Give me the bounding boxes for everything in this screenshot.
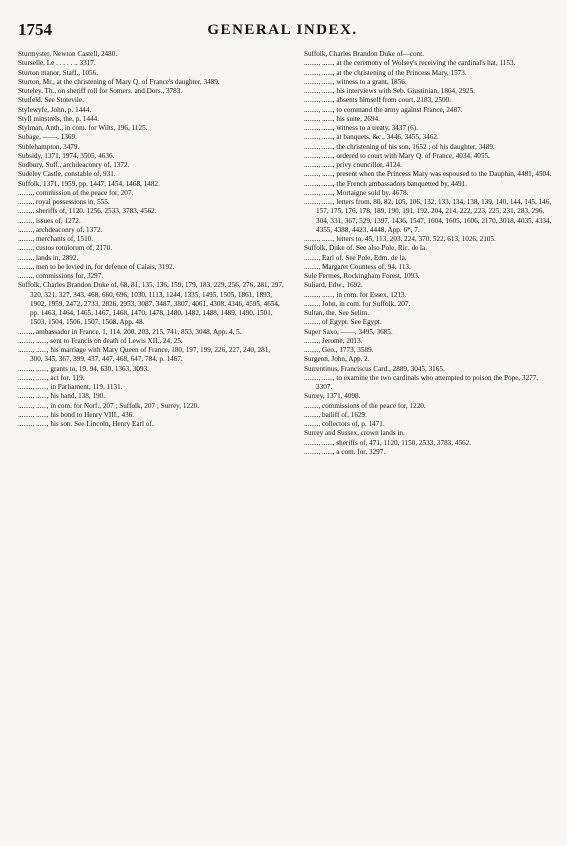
index-entry: ........, Geo., 1773, 3589. <box>304 346 374 354</box>
index-entry: ........, Earl of. See Pole, Edm. de la. <box>304 253 407 262</box>
index-entry: ........, ......, to command the army against France, 2487. <box>304 105 463 114</box>
index-entry: ........, bailiff of, 1629. <box>304 410 367 419</box>
index-entry: Subage, ——, 1369. <box>18 133 77 142</box>
page-number: 1754 <box>18 20 52 39</box>
index-entry: Surrentinus, Franciscus Card., 2889, 3045, 3165. <box>304 364 445 373</box>
index-entry: ........, ......, the christening of his son, 1652 ; of his daughter, 3489. <box>304 142 495 151</box>
index-entry: ........, Jerome, 2013. <box>304 336 363 345</box>
index-entry: ........, ......, ordered to court with Mary Q. of France, 4034, 4055. <box>304 151 490 160</box>
index-entry: ........, commissions for, 3297. <box>18 272 104 280</box>
index-entry: Suffolk, Charles Brandon Duke of—cont. <box>304 50 425 58</box>
index-entry: Sultan, the. See Selim. <box>304 309 370 317</box>
index-entry: Stylman, Anth., in com. for Wilts, 196, 1125. <box>18 124 148 132</box>
index-entry: ........, ......, his bond to Henry VIII., 436. <box>18 410 135 419</box>
index-entry: Sudeley Castle, constable of, 931. <box>18 170 116 179</box>
index-entry: Stuteley, Th., on sheriff roll for Somers. and Dors., 3783. <box>18 87 183 95</box>
index-entry: Stylewyfe, John, p. 1444. <box>18 105 92 114</box>
index-entry: Suffolk, Charles Brandon Duke of, 68, 81, 135, 136, 159, 179, 183, 229, 256, 276, 281, 297, 320, 321, 327, 343, 468, 660, 696, 1030, 1113, 1244, 1335, 1495, 1505, 1861, 1893, 1902, 1959, 2472, 2733, 2826, 2953, 3087, 3487, 3807, 4061, 4308, 4346, 4595, 4654, pp. 1463, 1464, 1465, 1467, 1468, 1470, 1478, 1480, 1482, 1488, 1489, 1490, 1501, 1503, 1504, 1506, 1507, 1508, App. 48. <box>18 281 284 327</box>
index-entry: ........, ......, sent to Francis on death of Lewis XII., 24, 25. <box>18 336 183 345</box>
index-entry: ........, custos rotulorum of, 2170. <box>18 244 113 253</box>
index-entry: ........, merchants of, 1510. <box>18 235 94 243</box>
index-entry: Sturmyster, Newton Castell, 2480. <box>18 50 118 58</box>
index-entry: ........, ambassador in France, 1, 114, 200, 203, 215, 741, 853, 3048, App. 4, 5. <box>18 327 242 336</box>
index-entry: ........, ......, at banquets, &c., 3446, 3455, 3462. <box>304 133 439 142</box>
index-entry: ........, ......, act for, 119. <box>18 373 85 382</box>
index-entry: Surgeon, John, App. 2. <box>304 355 370 364</box>
index-entry: Suliard, Edw., 1692. <box>304 281 363 290</box>
index-entry: ........, commission of the peace for, 207. <box>18 188 134 197</box>
index-entry: Super Saxo, ——, 3495, 3685. <box>304 327 393 336</box>
left-index-column <box>18 50 284 429</box>
index-entry: ........, ......, sheriffs of, 471, 1120, 1150, 2533, 3783, 4562. <box>304 438 472 447</box>
index-entry: ........, ......, at the christening of the Princess Mary, 1573. <box>304 68 467 77</box>
index-entry: ........, of Egypt. See Egypt. <box>304 318 382 327</box>
index-entry: Styll minstrels, the, p. 1444. <box>18 114 100 123</box>
index-entry: Suffolk, 1371, 1959, pp. 1447, 1454, 1468, 1482. <box>18 179 160 188</box>
index-entry: Suffolk, Duke of. See also Pole, Ric. de la. <box>304 244 428 253</box>
index-entry: ........, ......, Mortaigne sold by, 4678. <box>304 188 409 197</box>
index-entry: Sturselle, Le . . . . . ., 3317. <box>18 59 96 68</box>
index-entry: ........, ......, his son. See Lincoln, Henry Earl of. <box>18 420 154 428</box>
index-entry: Sublehampton, 3479. <box>18 142 80 151</box>
index-entry: ........, issues of, 1272. <box>18 216 81 225</box>
index-entry: ........, ......, witness to a treaty, 3437 (6). <box>304 124 418 132</box>
index-entry: ........, ......, present when the Princess Mary was espoused to the Dauphin, 4481, 4504. <box>304 170 552 179</box>
index-entry: ........, commissions of the peace for, 1220. <box>304 401 426 410</box>
index-entry: ........, ......, witness to a grant, 1856. <box>304 77 407 86</box>
index-entry: ........, ......, his marriage with Mary Queen of France, 180, 197, 199, 226, 227, 240, 281, 300, 345, 367, 399, 437, 447, 468, 647, 784, p. 1467. <box>18 346 271 364</box>
index-entry: ........, ......, grants to, 19, 94, 630, 1363, 3093. <box>18 364 149 373</box>
index-entry: ........, ......, to examine the two cardinals who attempted to poison the Pope, 3277, 3307. <box>304 373 539 391</box>
index-entry: Surrey and Sussex, crown lands in. <box>304 429 405 438</box>
index-entry: Sule Fermes, Rockingham Forest, 1093. <box>304 272 420 280</box>
index-entry: ........, Margaret Countess of, 94, 113. <box>304 262 411 271</box>
index-entry: ........, sheriffs of, 1120, 1256, 2533, 3783, 4562. <box>18 207 157 216</box>
page-header <box>18 20 547 44</box>
index-entry: ........, ......, letters from, 80, 82, 105, 106, 132, 133, 134, 138, 139, 140, 144, 145, 146, 157, 175, 176, 178, 189, 190, 191, 192, 204, 214, 222, 223, 225, 231, 283, 296, 304, 331, 367, 529, 1397, 1436, 1547, 1604, 1605, 1606, 2170, 3018, 4035, 4334, 4355, 4388, 4423, 4448, App. 6*, 7. <box>304 198 552 234</box>
index-entry: Stutfeld. See Stotevile. <box>18 96 84 105</box>
index-entry: Subsidy, 1371, 1974, 3505, 4636. <box>18 151 115 160</box>
index-entry: ........, ......, his hand, 138, 190. <box>18 392 106 401</box>
index-entry: ........, men to be levied in, for defence of Calais, 3192. <box>18 262 175 271</box>
index-entry: Surrey, 1371, 4098. <box>304 392 361 401</box>
index-entry: ........, collectors of, p. 1471. <box>304 420 385 428</box>
index-entry: ........, ......, a com. for, 3297. <box>304 447 386 456</box>
index-entry: ........, lands in, 2892. <box>18 253 79 262</box>
index-entry: ........, ......, letters to, 45, 113, 203, 224, 370, 522, 613, 1026, 2105. <box>304 235 496 243</box>
index-entry: ........, ......, his interviews with Seb. Giustinian, 1864, 2925. <box>304 87 475 95</box>
index-entry: ........, ......, in com. for Norf., 207 ; Suffolk, 207 ; Surrey, 1220. <box>18 401 200 410</box>
index-entry: ........, archdeaconry of, 1372. <box>18 225 103 234</box>
index-entry: Sudbury, Suff., archdeaconry of, 1372. <box>18 161 130 169</box>
index-entry: ........, ......, the French ambassadors banquetted by, 4491. <box>304 179 468 188</box>
right-index-column <box>304 50 552 457</box>
index-entry: ........, ......, in Parliament, 119, 1131. <box>18 383 123 391</box>
index-entry: ........, ......, in com. for Essex, 1213. <box>304 290 407 299</box>
index-entry: ........, royal possessions in, 555. <box>18 198 110 206</box>
index-entry: Sturton, Mr., at the christening of Mary Q. of France's daughter, 3489. <box>18 77 220 86</box>
index-entry: ........, John, in com. for Suffolk, 207. <box>304 299 411 308</box>
index-entry: ........, ......, privy councillor, 4124. <box>304 161 402 169</box>
index-entry: ........, ......, his suite, 2694. <box>304 114 380 123</box>
index-entry: Sturton manor, Staff., 1056. <box>18 68 99 77</box>
page-title: GENERAL INDEX. <box>207 22 358 38</box>
index-entry: ........, ......, at the ceremony of Wolsey's receiving the cardinal's hat, 1153. <box>304 59 516 68</box>
index-entry: ........, ......, absents himself from court, 2183, 2500. <box>304 96 451 105</box>
